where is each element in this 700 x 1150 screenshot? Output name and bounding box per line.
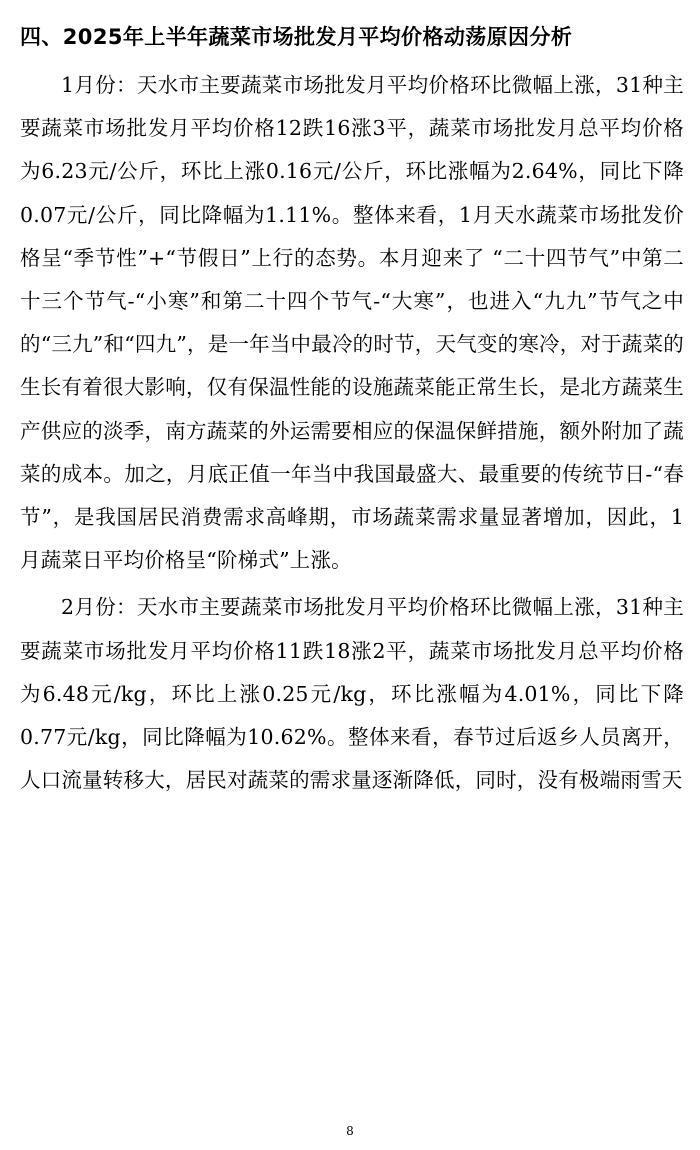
document-page [20,22,684,802]
page-number: 8 [346,1124,354,1138]
paragraph-january: 1月份：天水市主要蔬菜市场批发月平均价格环比微幅上涨，31种主要蔬菜市场批发月平均价格12跌16涨3平，蔬菜市场批发月总平均价格为6.23元/公斤，环比上涨0.16元/公斤，环比涨幅为2.64%，同比下降0.07元/公斤，同比降幅为1.11%。整体来看，1月天水蔬菜市场批发价格呈“季节性”+“节假日”上行的态势。本月迎来了 “二十四节气”中第二十三个节气-“小寒”和第二十四个节气-“大寒”，也进入“九九”节气之中的“三九”和“四九”，是一年当中最冷的时节，天气变的寒冷，对于蔬菜的生长有着很大影响，仅有保温性能的设施蔬菜能正常生长，是北方蔬菜生产供应的淡季，南方蔬菜的外运需要相应的保温保鲜措施，额外附加了蔬菜的成本。加之，月底正值一年当中我国最盛大、最重要的传统节日-“春节”，是我国居民消费需求高峰期，市场蔬菜需求量显著增加，因此，1月蔬菜日平均价格呈“阶梯式”上涨。 [20,73,684,573]
section-heading: 四、2025年上半年蔬菜市场批发月平均价格动荡原因分析 [20,25,573,49]
paragraph-february: 2月份：天水市主要蔬菜市场批发月平均价格环比微幅上涨，31种主要蔬菜市场批发月平均价格11跌18涨2平，蔬菜市场批发月总平均价格为6.48元/kg，环比上涨0.25元/kg，环比涨幅为4.01%，同比下降0.77元/kg，同比降幅为10.62%。整体来看，春节过后返乡人员离开，人口流量转移大，居民对蔬菜的需求量逐渐降低，同时，没有极端雨雪天 [20,595,684,793]
